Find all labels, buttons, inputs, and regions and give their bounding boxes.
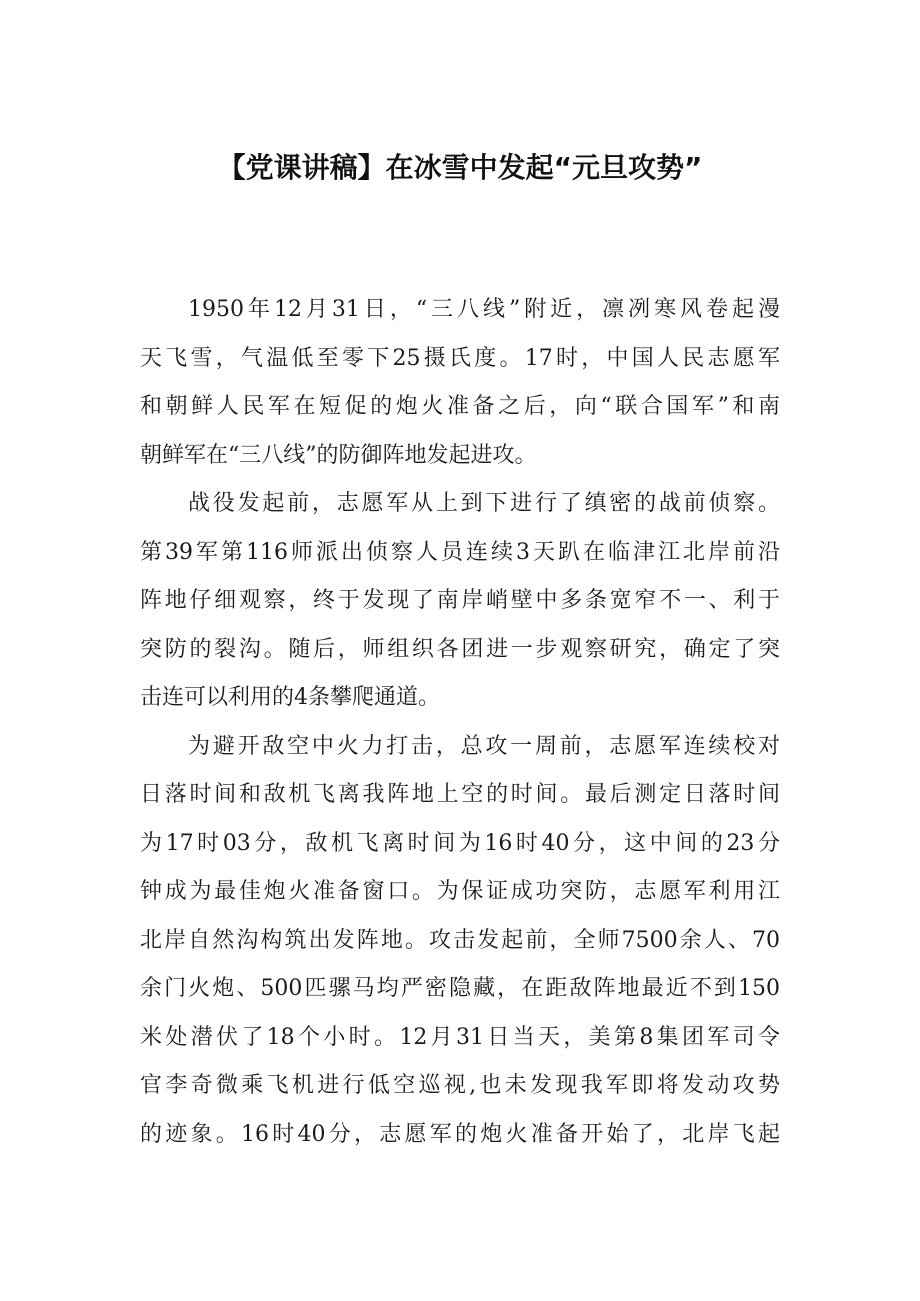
- text-line: 1950年12月31日，“三八线”附近，凛冽寒风卷起漫: [188, 297, 780, 322]
- paragraph-2: [140, 480, 780, 723]
- text-line: 日落时间和敌机飞离我阵地上空的时间。最后测定日落时间: [140, 782, 780, 807]
- text-line: 天飞雪，气温低至零下25摄氏度。17时，中国人民志愿军: [140, 345, 780, 371]
- text-line: 朝鲜军在“三八线”的防御阵地发起进攻。: [140, 442, 537, 468]
- text-line: 第39军第116师派出侦察人员连续3天趴在临津江北岸前沿: [140, 539, 780, 565]
- text-line: 余门火炮、500匹骡马均严密隐藏，在距敌阵地最近不到150: [140, 976, 780, 1001]
- text-line: 突防的裂沟。随后，师组织各团进一步观察研究，确定了突: [140, 636, 780, 662]
- text-line: 战役发起前，志愿军从上到下进行了缜密的战前侦察。: [188, 491, 780, 516]
- text-line: 阵地仔细观察，终于发现了南岸峭壁中多条宽窄不一、利于: [140, 588, 780, 613]
- text-line: 官李奇微乘飞机进行低空巡视,也未发现我军即将发动攻势: [140, 1073, 780, 1098]
- document-body: [140, 286, 780, 1159]
- paragraph-3: [140, 723, 780, 1160]
- text-line: 钟成为最佳炮火准备窗口。为保证成功突防，志愿军利用江: [140, 879, 780, 904]
- text-line: 击连可以利用的4条攀爬通道。: [140, 685, 440, 710]
- text-line: 为避开敌空中火力打击，总攻一周前，志愿军连续校对: [188, 733, 780, 759]
- text-line: 米处潜伏了18个小时。12月31日当天，美第8集团军司令: [140, 1024, 780, 1050]
- document-title: 【党课讲稿】在冰雪中发起“元旦攻势”: [217, 151, 703, 184]
- text-line: 的迹象。16时40分，志愿军的炮火准备开始了，北岸飞起: [140, 1121, 780, 1147]
- paragraph-1: [140, 286, 780, 480]
- text-line: 为17时03分，敌机飞离时间为16时40分，这中间的23分: [140, 830, 780, 856]
- text-line: 和朝鲜人民军在短促的炮火准备之后，向“联合国军”和南: [140, 394, 780, 419]
- text-line: 北岸自然沟构筑出发阵地。攻击发起前，全师7500余人、70: [140, 927, 780, 953]
